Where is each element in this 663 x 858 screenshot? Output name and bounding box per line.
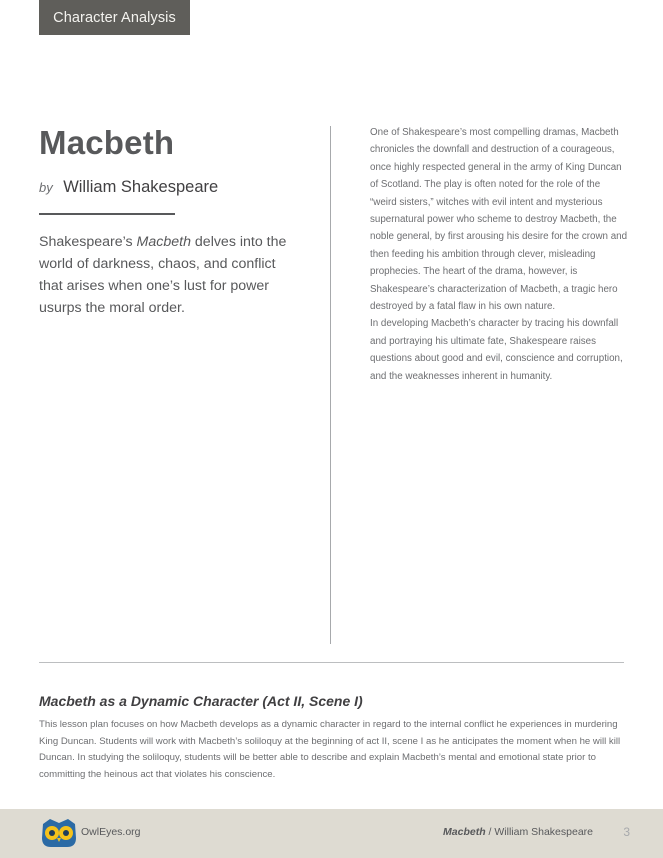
intro-title-italic: Macbeth [136,234,191,250]
brand-name: OwlEyes.org [81,826,141,838]
work-title: Macbeth [39,124,175,161]
footer-separator: / [485,826,495,838]
owl-icon [40,818,78,853]
footer-book-reference [443,826,593,838]
intro-text-start: Shakespeare’s [39,234,137,250]
column-divider [330,126,331,644]
by-label: by [39,180,53,195]
summary-paragraph-1: One of Shakespeare’s most compelling dramas, Macbeth chronicles the downfall and destruction of a courageous, once highly respected general in the army of King Duncan of Scotland. The play is often noted for the role of the “weird sisters,” witches with evil intent and mysterious supernatural power who scheme to destroy Macbeth, the noble general, by first arousing his desire for the crown and then feeding his ambition through clever, misleading prophecies. The heart of the drama, however, is Shakespeare’s characterization of Macbeth, a tragic hero destroyed by a fatal flaw in his own nature. [370,127,628,313]
lesson-description: This lesson plan focuses on how Macbeth develops as a dynamic character in regard to the internal conflict he experiences in murdering King Duncan. Students will work with Macbeth’s soliloquy at the beginning of act II, scene I as he anticipates the moment when he will kill Duncan. In studying the soliloquy, students will be better able to describe and explain Macbeth’s mental and emotional state prior to committing the heinous act that violates his conscience. [39,719,621,780]
play-summary [370,124,628,385]
intro-text-end: delves into the world of darkness, chaos, and conflict that arises when one’s lust for power usurps the moral order. [39,234,287,316]
byline [39,178,218,197]
summary-paragraph-2: In developing Macbeth’s character by tracing his downfall and portraying his ultimate fate, Shakespeare raises questions about good and evil, conscience and corruption, and the weaknesses inherent in humanity. [370,318,623,382]
page-number: 3 [623,825,630,839]
section-tab: Character Analysis [39,0,190,35]
lesson-title: Macbeth as a Dynamic Character (Act II, Scene I) [39,693,363,709]
author-name: William Shakespeare [63,178,219,196]
section-divider [39,662,624,663]
intro-statement [39,231,301,319]
page-footer [0,809,663,858]
footer-book-title: Macbeth [443,826,486,838]
title-underline [39,213,175,215]
footer-book-author: William Shakespeare [494,826,593,838]
